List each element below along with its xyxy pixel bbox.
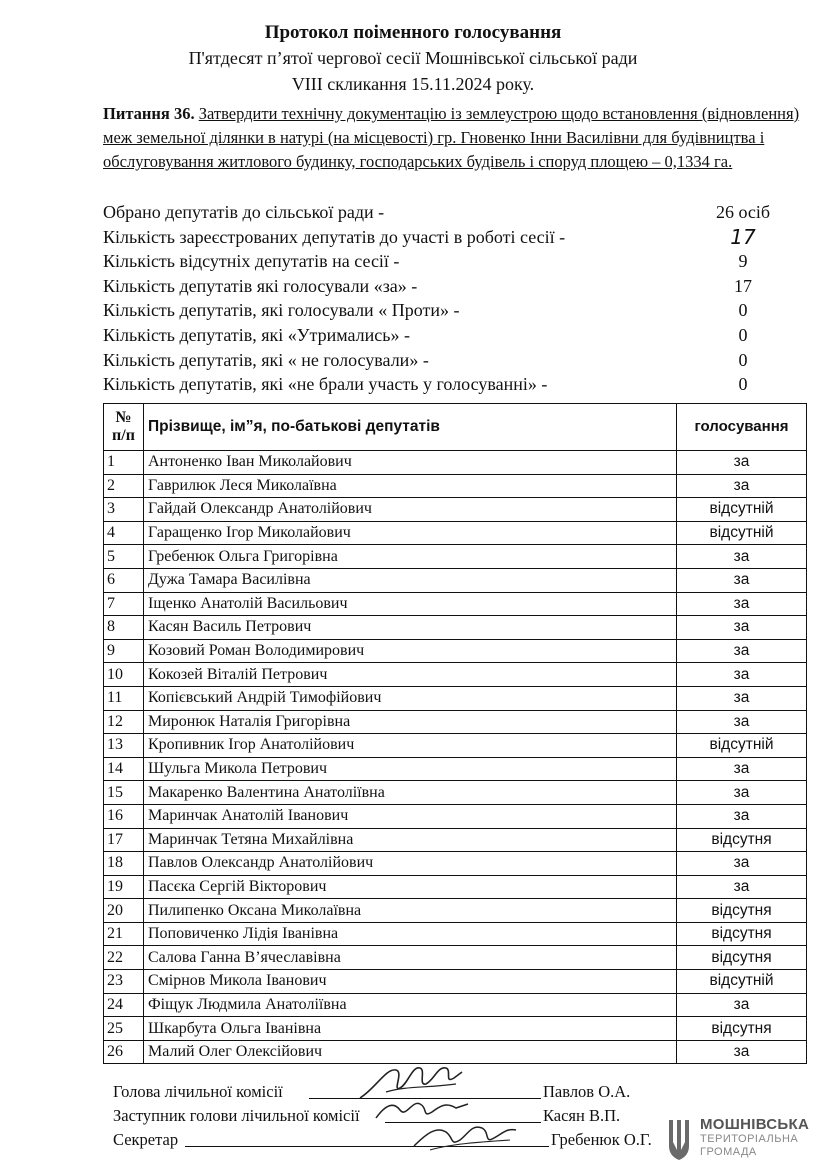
column-header-vote: голосування	[677, 404, 807, 451]
deputy-name: Миронюк Наталія Григорівна	[144, 710, 677, 734]
signature-name: Касян В.П.	[543, 1106, 621, 1125]
column-header-number-line1: №	[115, 409, 132, 426]
column-header-name: Прізвище, ім”я, по-батькові депутатів	[144, 404, 677, 451]
deputy-vote: відсутня	[677, 922, 807, 946]
deputy-name: Салова Ганна В’ячеславівна	[144, 946, 677, 970]
table-row	[104, 922, 807, 946]
deputy-number: 18	[104, 852, 144, 876]
deputy-number: 2	[104, 474, 144, 498]
deputy-name: Гаращенко Ігор Миколайович	[144, 521, 677, 545]
deputy-vote: за	[677, 663, 807, 687]
deputy-number: 25	[104, 1017, 144, 1041]
deputy-number: 11	[104, 686, 144, 710]
deputy-number: 17	[104, 828, 144, 852]
logo-subtitle: ТЕРИТОРІАЛЬНА	[700, 1133, 799, 1145]
table-row	[104, 686, 807, 710]
deputy-number: 15	[104, 781, 144, 805]
deputy-name: Копієвський Андрій Тимофійович	[144, 686, 677, 710]
table-row	[104, 946, 807, 970]
deputy-number: 19	[104, 875, 144, 899]
deputy-vote: за	[677, 804, 807, 828]
table-row	[104, 781, 807, 805]
table-header-row	[104, 404, 807, 451]
deputy-number: 20	[104, 899, 144, 923]
table-row	[104, 1017, 807, 1041]
stat-value: 0	[738, 349, 748, 370]
logo-title: МОШНІВСЬКА	[700, 1116, 810, 1133]
stat-label: Кількість відсутніх депутатів на сесії -	[103, 251, 400, 272]
deputy-number: 24	[104, 993, 144, 1017]
stat-value: 26 осіб	[715, 202, 771, 222]
table-row	[104, 710, 807, 734]
deputy-vote: за	[677, 686, 807, 710]
deputy-vote: за	[677, 875, 807, 899]
deputy-number: 9	[104, 639, 144, 663]
deputy-number: 13	[104, 734, 144, 758]
stat-row	[103, 274, 783, 299]
vote-statistics	[103, 200, 783, 397]
table-row	[104, 639, 807, 663]
deputy-name: Касян Василь Петрович	[144, 616, 677, 640]
table-row	[104, 828, 807, 852]
stat-row	[103, 225, 783, 250]
deputy-name: Козовий Роман Володимирович	[144, 639, 677, 663]
signature-name: Павлов О.А.	[543, 1082, 631, 1101]
table-row	[104, 757, 807, 781]
deputy-vote: за	[677, 592, 807, 616]
stat-label: Кількість зареєстрованих депутатів до участі в роботі сесії -	[103, 226, 566, 247]
stat-row	[103, 200, 783, 225]
deputy-number: 26	[104, 1040, 144, 1064]
deputy-vote: за	[677, 757, 807, 781]
table-row	[104, 804, 807, 828]
deputy-name: Дужа Тамара Василівна	[144, 568, 677, 592]
deputy-vote: відсутня	[677, 946, 807, 970]
table-row	[104, 663, 807, 687]
stat-value: 9	[738, 251, 748, 272]
table-row	[104, 875, 807, 899]
stat-value: 0	[738, 300, 748, 321]
table-row	[104, 451, 807, 475]
deputy-vote: за	[677, 710, 807, 734]
table-row	[104, 521, 807, 545]
deputy-number: 23	[104, 970, 144, 994]
deputy-vote: відсутня	[677, 899, 807, 923]
handwritten-signature-3	[410, 1116, 520, 1156]
deputy-name: Антоненко Іван Миколайович	[144, 451, 677, 475]
deputy-number: 4	[104, 521, 144, 545]
deputy-name: Малий Олег Олексійович	[144, 1040, 677, 1064]
table-row	[104, 474, 807, 498]
table-row	[104, 970, 807, 994]
deputy-number: 8	[104, 616, 144, 640]
table-row	[104, 899, 807, 923]
stat-label: Обрано депутатів до сільської ради -	[103, 202, 385, 222]
column-header-number	[104, 404, 144, 451]
deputy-number: 10	[104, 663, 144, 687]
stat-label: Кількість депутатів, які « не голосували» -	[103, 349, 429, 370]
stat-value: 0	[738, 324, 748, 345]
deputy-vote: за	[677, 781, 807, 805]
deputy-number: 5	[104, 545, 144, 569]
deputy-vote: за	[677, 993, 807, 1017]
trident-icon	[666, 1116, 692, 1162]
table-row	[104, 498, 807, 522]
stat-label: Кількість депутатів які голосували «за» -	[103, 275, 418, 296]
deputy-vote: відсутній	[677, 734, 807, 758]
deputy-name: Пилипенко Оксана Миколаївна	[144, 899, 677, 923]
deputy-number: 14	[104, 757, 144, 781]
table-row	[104, 993, 807, 1017]
deputy-vote: за	[677, 1040, 807, 1064]
deputy-vote: відсутній	[677, 970, 807, 994]
column-header-number-line2: п/п	[112, 427, 135, 444]
stat-label: Кількість депутатів, які «Утримались» -	[103, 324, 410, 345]
deputy-vote: відсутній	[677, 521, 807, 545]
deputy-name: Пасєка Сергій Вікторович	[144, 875, 677, 899]
deputy-name: Поповиченко Лідія Іванівна	[144, 922, 677, 946]
table-row	[104, 545, 807, 569]
deputy-number: 6	[104, 568, 144, 592]
deputy-vote: відсутня	[677, 828, 807, 852]
deputy-number: 3	[104, 498, 144, 522]
signature-role: Секретар	[113, 1130, 179, 1149]
table-row	[104, 568, 807, 592]
deputy-name: Фіщук Людмила Анатоліївна	[144, 993, 677, 1017]
deputy-name: Смірнов Микола Іванович	[144, 970, 677, 994]
deputy-name: Маринчак Тетяна Михайлівна	[144, 828, 677, 852]
stat-label: Кількість депутатів, які голосували « Проти» -	[103, 300, 460, 321]
deputy-vote: за	[677, 616, 807, 640]
deputy-name: Макаренко Валентина Анатоліївна	[144, 781, 677, 805]
deputy-name: Шульга Микола Петрович	[144, 757, 677, 781]
stat-row	[103, 249, 783, 274]
logo-subtitle-2: ГРОМАДА	[700, 1146, 757, 1158]
deputy-name: Гайдай Олександр Анатолійович	[144, 498, 677, 522]
deputy-name: Гребенюк Ольга Григорівна	[144, 545, 677, 569]
roll-call-table	[103, 403, 807, 1064]
deputy-name: Павлов Олександр Анатолійович	[144, 852, 677, 876]
deputy-name: Гаврилюк Леся Миколаївна	[144, 474, 677, 498]
stat-row	[103, 348, 783, 373]
deputy-vote: за	[677, 568, 807, 592]
stat-row	[103, 298, 783, 323]
session-line: П'ятдесят п’ятої чергової сесії Мошнівської сільської ради	[188, 48, 638, 68]
deputy-number: 1	[104, 451, 144, 475]
deputy-number: 16	[104, 804, 144, 828]
deputy-vote: відсутня	[677, 1017, 807, 1041]
deputy-number: 7	[104, 592, 144, 616]
deputy-name: Шкарбута Ольга Іванівна	[144, 1017, 677, 1041]
signature-name: Гребенюк О.Г.	[551, 1130, 652, 1149]
table-row	[104, 592, 807, 616]
deputy-number: 22	[104, 946, 144, 970]
signature-role: Заступник голови лічильної комісії	[113, 1106, 360, 1125]
deputy-vote: за	[677, 451, 807, 475]
deputy-number: 12	[104, 710, 144, 734]
table-row	[104, 616, 807, 640]
community-logo	[666, 1116, 816, 1162]
document-title: Протокол поіменного голосування	[264, 22, 562, 43]
stat-value: 17	[734, 275, 752, 296]
table-row	[104, 852, 807, 876]
question-block	[103, 102, 803, 174]
deputy-name: Іщенко Анатолій Васильович	[144, 592, 677, 616]
table-row	[104, 734, 807, 758]
deputy-vote: за	[677, 474, 807, 498]
stat-label: Кількість депутатів, які «не брали участь у голосуванні» -	[103, 374, 548, 395]
signature-role: Голова лічильної комісії	[113, 1082, 283, 1101]
convocation-line: VIII скликання 15.11.2024 року.	[291, 74, 535, 94]
stat-value: 0	[738, 374, 748, 395]
stat-row	[103, 372, 783, 397]
deputy-vote: за	[677, 852, 807, 876]
question-number: Питання 36.	[103, 104, 195, 123]
deputy-vote: відсутній	[677, 498, 807, 522]
deputy-name: Маринчак Анатолій Іванович	[144, 804, 677, 828]
question-text: Затвердити технічну документацію із землеустрою щодо встановлення (відновлення) меж земельної ділянки в натурі (на місцевості) гр. Гновенко Інни Василівни для будівництва і обслуговування житлового будинку, господарських будівель і споруд площею – 0,1334 га.	[103, 104, 800, 171]
deputy-vote: за	[677, 545, 807, 569]
deputy-number: 21	[104, 922, 144, 946]
stat-value-handwritten: 17	[730, 224, 756, 249]
deputy-name: Кропивник Ігор Анатолійович	[144, 734, 677, 758]
stat-row	[103, 323, 783, 348]
deputy-name: Кокозей Віталій Петрович	[144, 663, 677, 687]
deputy-vote: за	[677, 639, 807, 663]
